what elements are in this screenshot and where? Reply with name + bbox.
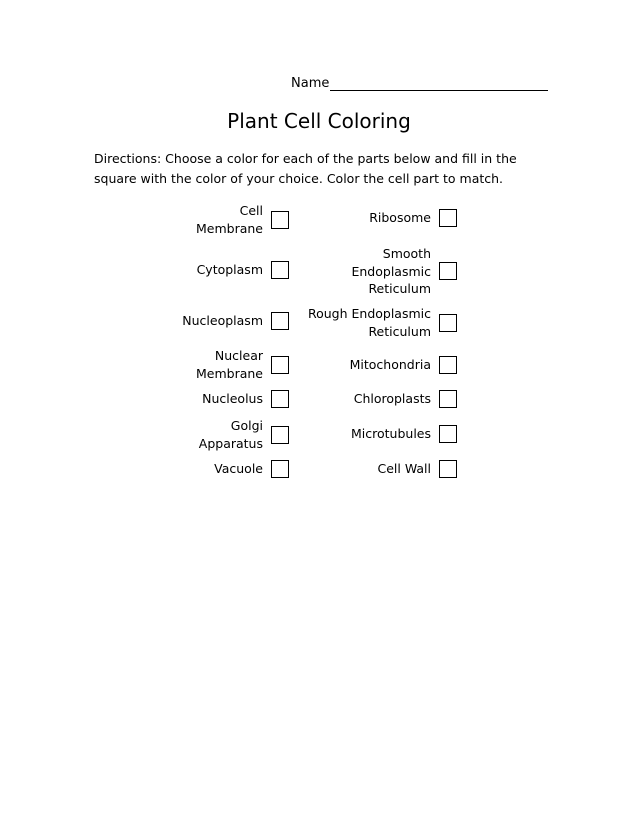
- name-label: Name: [291, 76, 330, 91]
- color-box[interactable]: [439, 425, 457, 443]
- part-row-chloroplasts: [354, 390, 457, 408]
- part-label: Microtubules: [351, 426, 431, 442]
- part-label: Cytoplasm: [196, 262, 263, 278]
- part-label: Nucleoplasm: [182, 313, 263, 329]
- color-box[interactable]: [271, 211, 289, 229]
- color-box[interactable]: [439, 262, 457, 280]
- part-row-microtubules: [351, 425, 457, 443]
- part-row-mitochondria: [350, 356, 457, 374]
- color-box[interactable]: [271, 390, 289, 408]
- part-label: Vacuole: [214, 461, 263, 477]
- name-field[interactable]: [291, 76, 548, 91]
- color-box[interactable]: [439, 209, 457, 227]
- part-row-golgi-apparatus: [199, 417, 289, 452]
- part-label: Nuclear Membrane: [196, 348, 263, 381]
- part-row-rough-er: [308, 305, 457, 340]
- color-box[interactable]: [439, 390, 457, 408]
- color-box[interactable]: [271, 356, 289, 374]
- color-box[interactable]: [271, 426, 289, 444]
- part-row-cell-wall: [377, 460, 457, 478]
- part-row-cytoplasm: [197, 261, 289, 279]
- part-label: Golgi Apparatus: [198, 418, 263, 451]
- part-row-smooth-er: [351, 245, 457, 298]
- part-label: Nucleolus: [202, 391, 263, 407]
- part-label: Rough Endoplasmic Reticulum: [307, 306, 431, 339]
- part-row-nucleoplasm: [182, 312, 289, 330]
- directions-text: Directions: Choose a color for each of the parts below and fill in the square with the color of your choice. Color the cell part to match.: [94, 151, 517, 186]
- part-label: Smooth Endoplasmic Reticulum: [351, 246, 431, 296]
- part-row-vacuole: [214, 460, 289, 478]
- color-box[interactable]: [271, 261, 289, 279]
- color-box[interactable]: [439, 356, 457, 374]
- part-row-nuclear-membrane: [196, 347, 289, 382]
- part-row-cell-membrane: [196, 202, 289, 237]
- name-blank-line[interactable]: [330, 76, 548, 91]
- page-title: Plant Cell Coloring: [227, 109, 411, 133]
- color-box[interactable]: [271, 312, 289, 330]
- part-label: Ribosome: [369, 210, 431, 226]
- color-box[interactable]: [439, 460, 457, 478]
- part-label: Cell Membrane: [196, 203, 263, 236]
- color-box[interactable]: [271, 460, 289, 478]
- part-row-nucleolus: [202, 390, 289, 408]
- part-label: Chloroplasts: [353, 391, 431, 407]
- part-label: Mitochondria: [349, 357, 431, 373]
- color-box[interactable]: [439, 314, 457, 332]
- part-label: Cell Wall: [377, 461, 431, 477]
- part-row-ribosome: [369, 209, 457, 227]
